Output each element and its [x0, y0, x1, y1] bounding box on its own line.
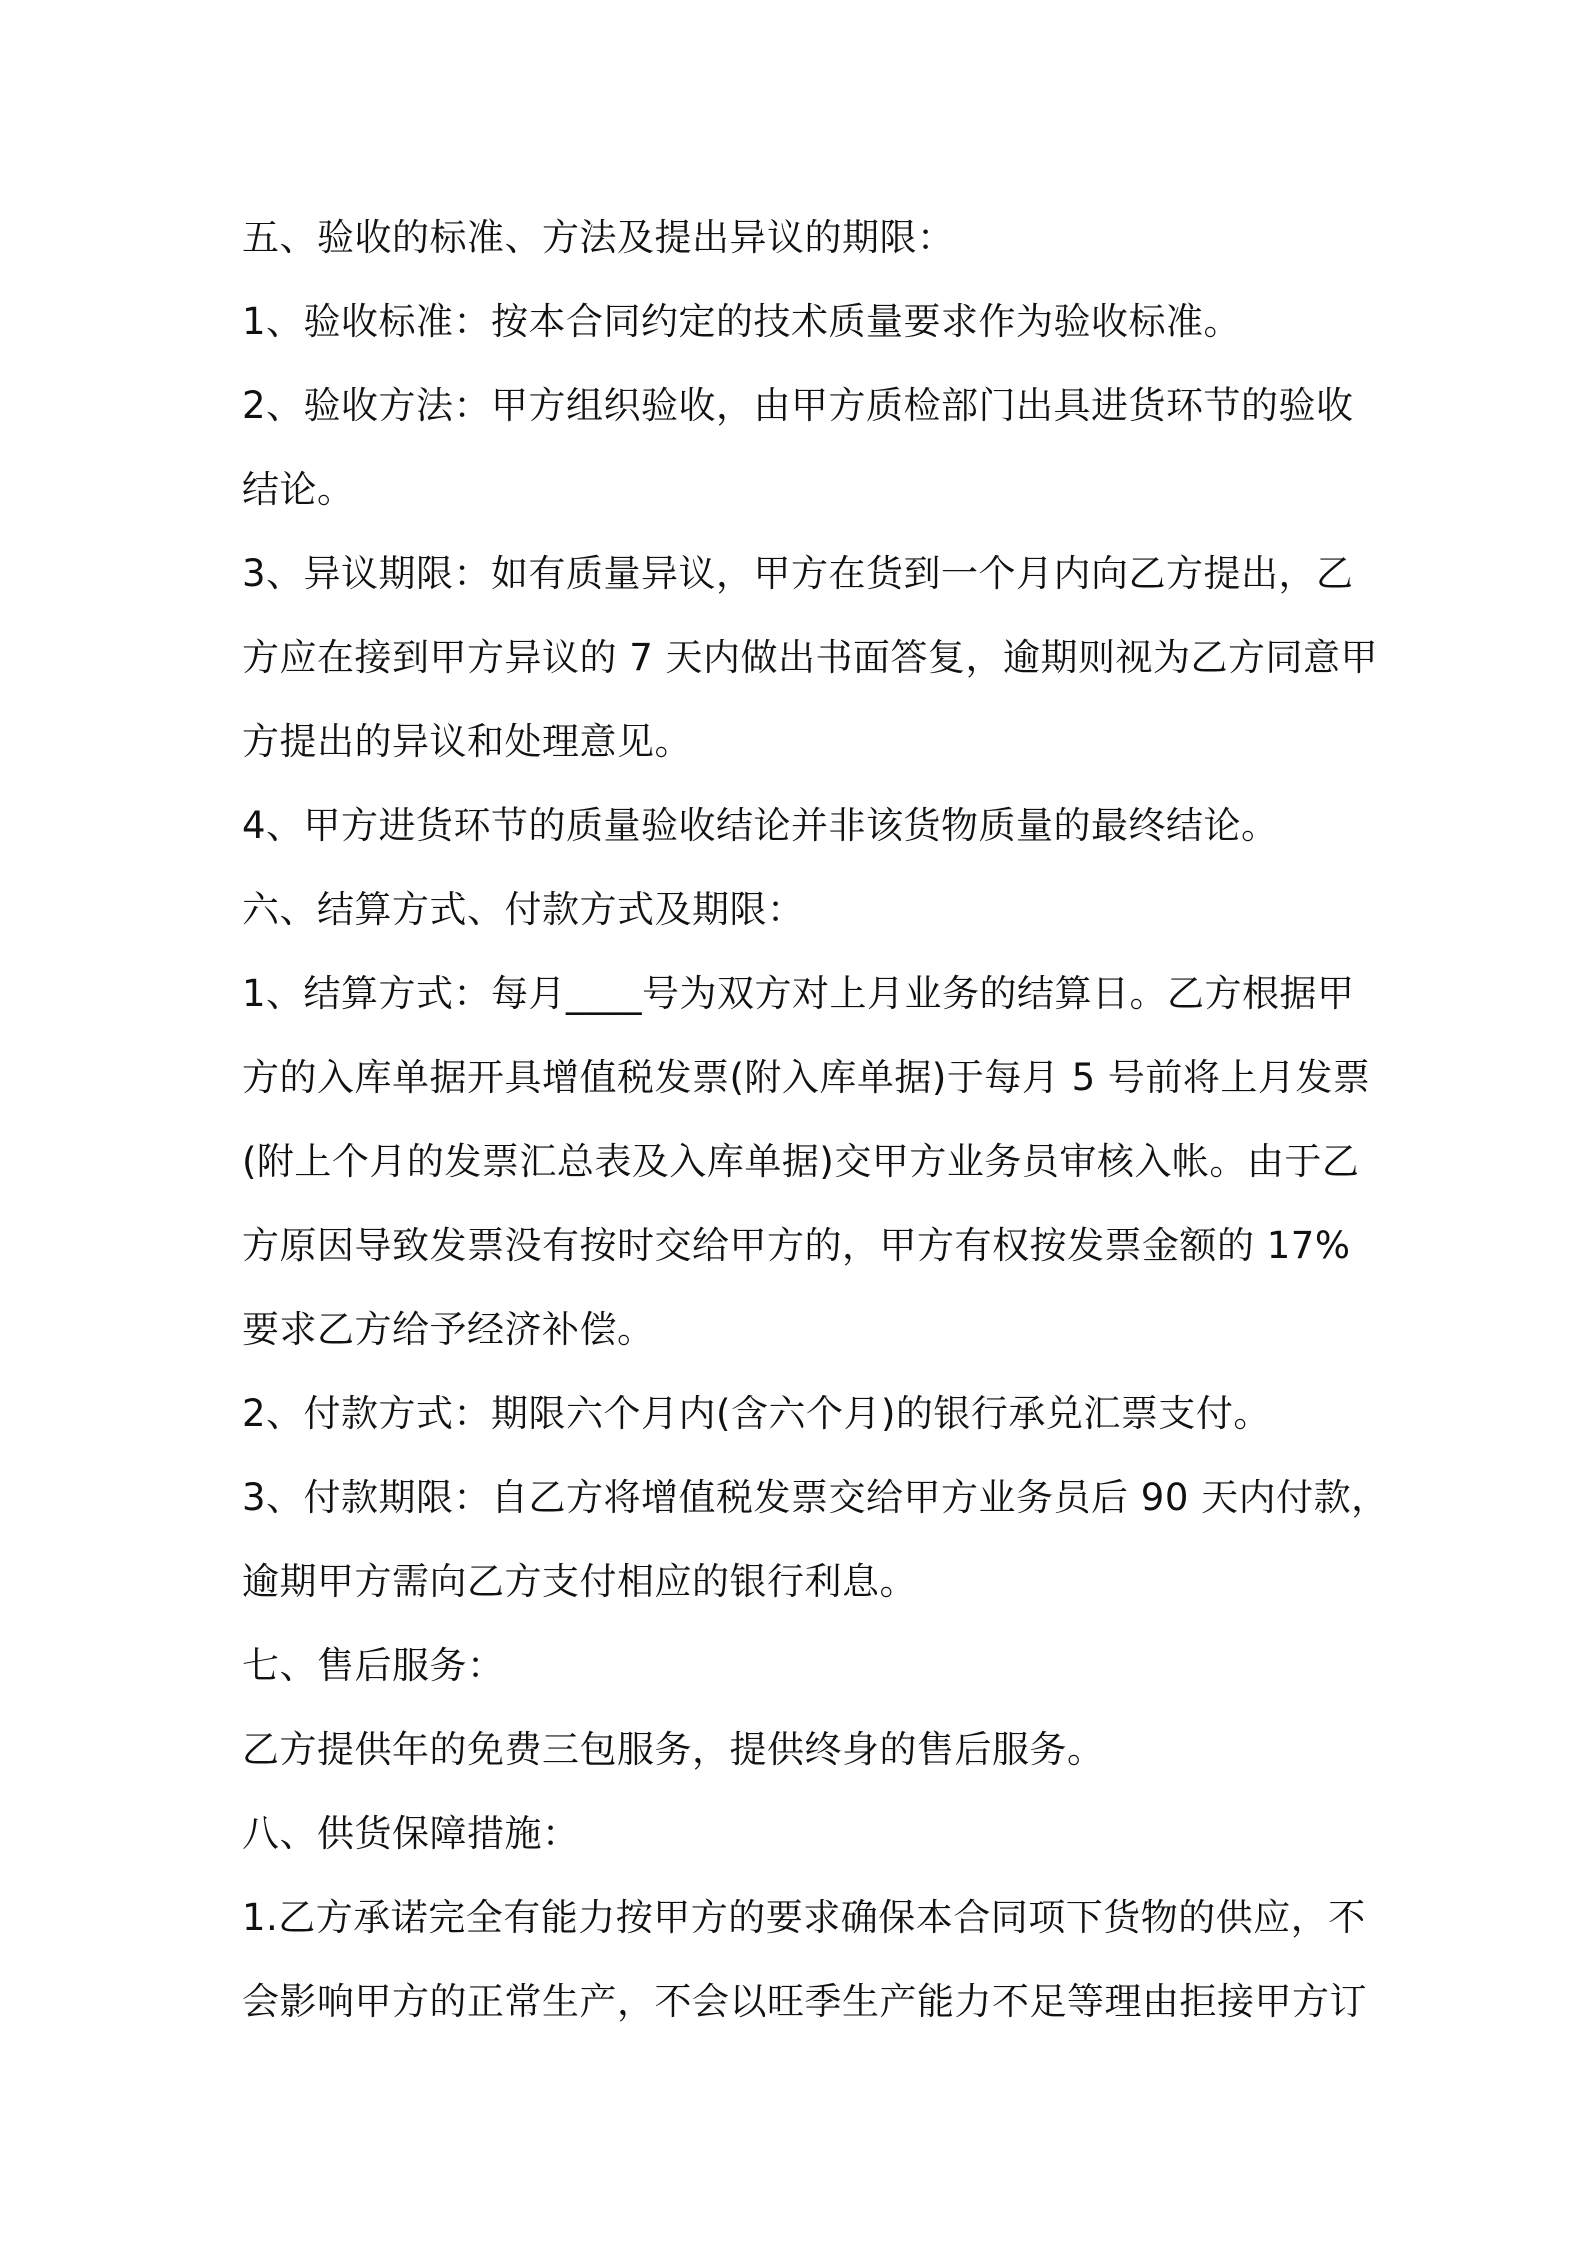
- text-line: 方提出的异议和处理意见。: [242, 720, 692, 763]
- text-line: 逾期甲方需向乙方支付相应的银行利息。: [242, 1560, 917, 1603]
- document-body: [242, 196, 1389, 2044]
- section-heading-supply: 八、供货保障措施：: [242, 1812, 580, 1855]
- text-line: 3、异议期限：如有质量异议，甲方在货到一个月内向乙方提出，乙: [242, 552, 1354, 595]
- text-line: 4、甲方进货环节的质量验收结论并非该货物质量的最终结论。: [242, 804, 1279, 847]
- section-heading-settlement: 六、结算方式、付款方式及期限：: [242, 888, 805, 931]
- text-line: (附上个月的发票汇总表及入库单据)交甲方业务员审核入帐。由于乙: [242, 1140, 1360, 1183]
- text-line: 1、结算方式：每月____号为双方对上月业务的结算日。乙方根据甲: [242, 972, 1355, 1015]
- text-line: 方应在接到甲方异议的 7 天内做出书面答复，逾期则视为乙方同意甲: [242, 636, 1379, 679]
- text-line: 方原因导致发票没有按时交给甲方的，甲方有权按发票金额的 17%: [242, 1224, 1351, 1267]
- text-line: 3、付款期限：自乙方将增值税发票交给甲方业务员后 90 天内付款，: [242, 1476, 1389, 1519]
- section-heading-acceptance: 五、验收的标准、方法及提出异议的期限：: [242, 216, 955, 259]
- section-heading-after-sales: 七、售后服务：: [242, 1644, 505, 1687]
- text-line: 1、验收标准：按本合同约定的技术质量要求作为验收标准。: [242, 300, 1242, 343]
- text-line: 乙方提供年的免费三包服务，提供终身的售后服务。: [242, 1728, 1105, 1771]
- text-line: 2、付款方式：期限六个月内(含六个月)的银行承兑汇票支付。: [242, 1392, 1271, 1435]
- text-line: 方的入库单据开具增值税发票(附入库单据)于每月 5 号前将上月发票: [242, 1056, 1371, 1099]
- text-line: 2、验收方法：甲方组织验收，由甲方质检部门出具进货环节的验收: [242, 384, 1354, 427]
- text-line: 会影响甲方的正常生产，不会以旺季生产能力不足等理由拒接甲方订: [242, 1980, 1367, 2023]
- text-line: 1.乙方承诺完全有能力按甲方的要求确保本合同项下货物的供应，不: [242, 1896, 1366, 1939]
- text-line: 要求乙方给予经济补偿。: [242, 1308, 655, 1351]
- text-line: 结论。: [242, 468, 355, 511]
